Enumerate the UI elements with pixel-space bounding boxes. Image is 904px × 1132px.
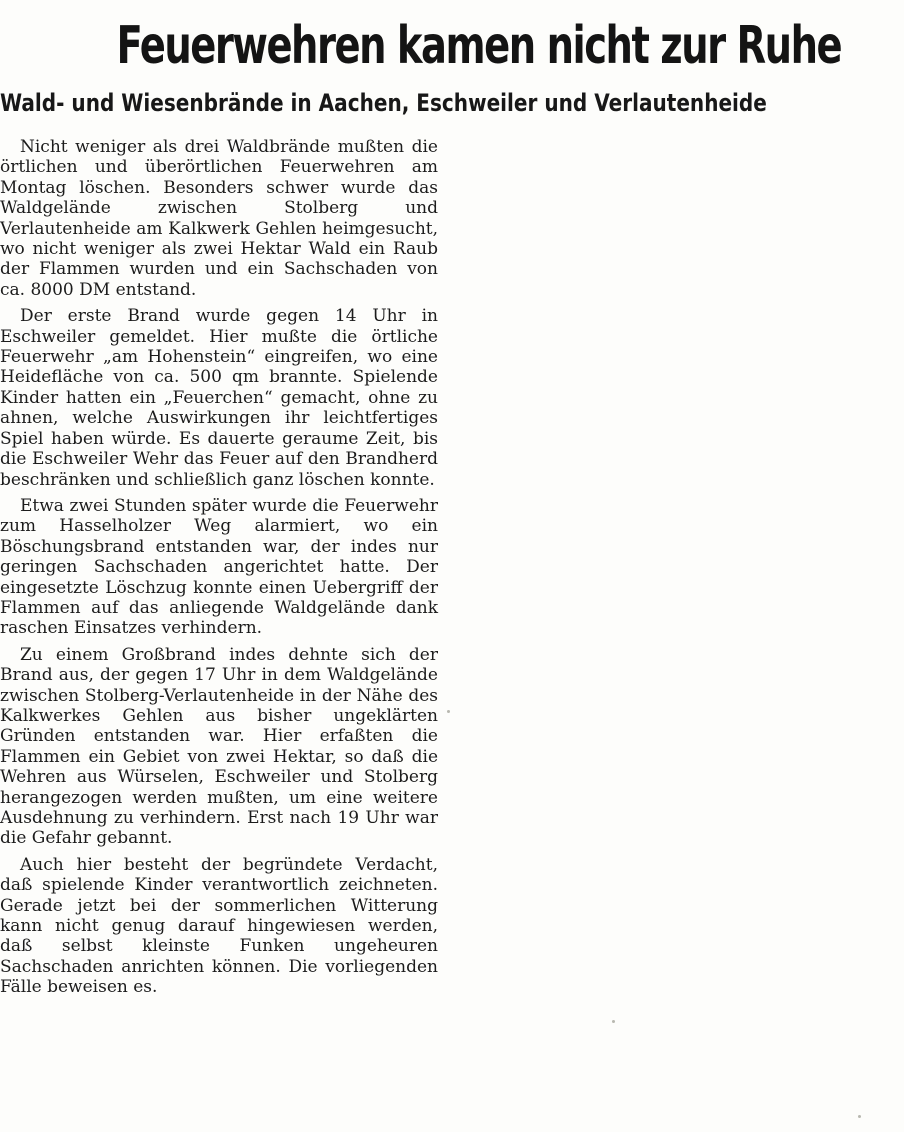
paper-speck bbox=[447, 710, 450, 713]
article-body bbox=[0, 137, 438, 1004]
paper-speck bbox=[612, 1020, 615, 1023]
paragraph: Der erste Brand wurde gegen 14 Uhr in Eschweiler gemeldet. Hier mußte die örtliche Feuerwehr „am Hohenstein“ eingreifen, wo eine Heidefläche von ca. 500 qm brannte. Spielende Kinder hatten ein „Feuerchen“ gemacht, ohne zu ahnen, welche Auswirkungen ihr leichtfertiges Spiel haben würde. Es dauerte geraume Zeit, bis die Eschweiler Wehr das Feuer auf den Brandherd beschränken und schließlich ganz löschen konnte. bbox=[0, 306, 438, 490]
article-headline: Feuerwehren kamen nicht zur Ruhe bbox=[116, 16, 842, 76]
article-subheadline: Wald- und Wiesenbrände in Aachen, Eschweiler und Verlautenheide bbox=[0, 89, 767, 117]
paragraph: Zu einem Großbrand indes dehnte sich der Brand aus, der gegen 17 Uhr in dem Waldgelände zwischen Stolberg-Verlautenheide in der Nähe des Kalkwerkes Gehlen aus bisher ungeklärten Gründen entstanden war. Hier erfaßten die Flammen ein Gebiet von zwei Hektar, so daß die Wehren aus Würselen, Eschweiler und Stolberg herangezogen werden mußten, um eine weitere Ausdehnung zu verhindern. Erst nach 19 Uhr war die Gefahr gebannt. bbox=[0, 644, 438, 849]
paragraph: Etwa zwei Stunden später wurde die Feuerwehr zum Hasselholzer Weg alarmiert, wo ein Böschungsbrand entstanden war, der indes nur geringen Sachschaden angerichtet hatte. Der eingesetzte Löschzug konnte einen Uebergriff der Flammen auf das anliegende Waldgelände dank raschen Einsatzes verhindern. bbox=[0, 495, 438, 639]
paragraph: Nicht weniger als drei Waldbrände mußten die örtlichen und überörtlichen Feuerwehren am Montag löschen. Besonders schwer wurde das Waldgelände zwischen Stolberg und Verlautenheide am Kalkwerk Gehlen heimgesucht, wo nicht weniger als zwei Hektar Wald ein Raub der Flammen wurden und ein Sachschaden von ca. 8000 DM entstand. bbox=[0, 137, 438, 300]
paragraph: Auch hier besteht der begründete Verdacht, daß spielende Kinder verantwortlich zeichneten. Gerade jetzt bei der sommerlichen Witterung kann nicht genug darauf hingewiesen werden, daß selbst kleinste Funken ungeheuren Sachschaden anrichten können. Die vorliegenden Fälle beweisen es. bbox=[0, 854, 438, 998]
paper-speck bbox=[858, 1115, 861, 1118]
